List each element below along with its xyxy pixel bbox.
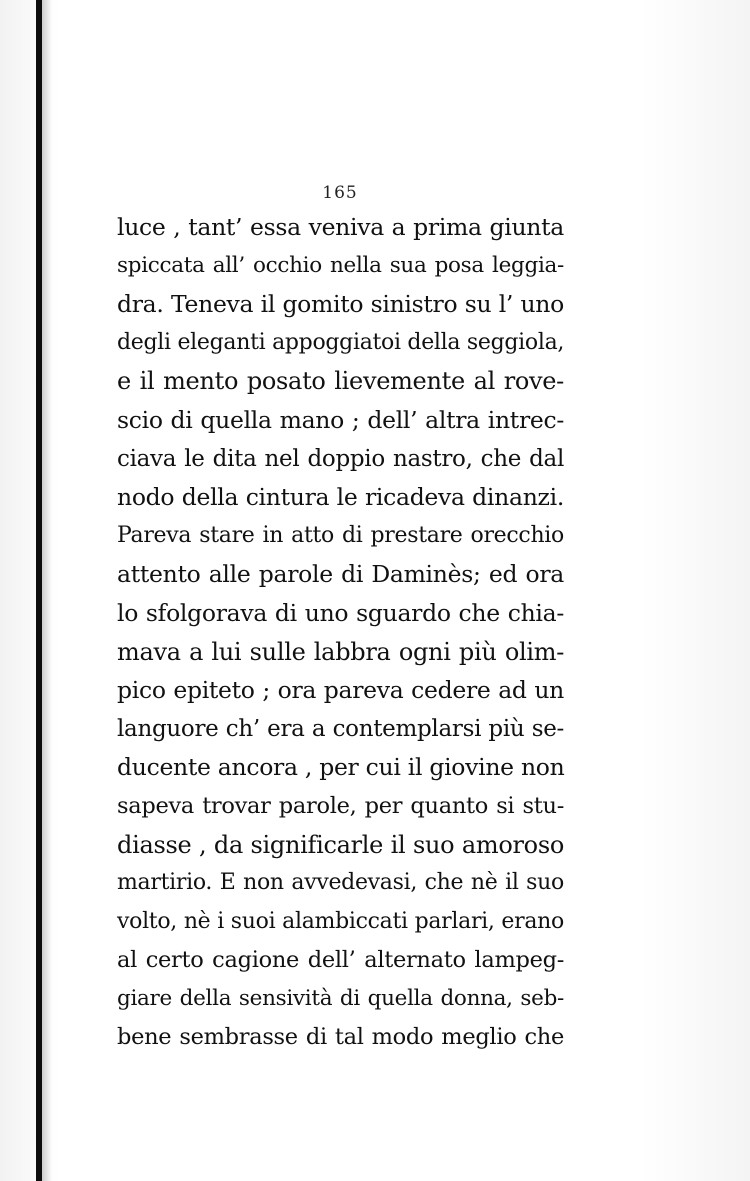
text-line: scio di quella mano ; dell’ altra intrec- [117,405,564,434]
binding-shadow [42,0,52,1181]
text-line: attento alle parole di Daminès; ed ora [117,560,564,589]
text-line: languore ch’ era a contemplarsi più se- [117,715,564,742]
text-line: pico epiteto ; ora pareva cedere ad un [117,676,564,705]
text-line: ducente ancora , per cui il giovine non [117,753,565,782]
text-line: nodo della cintura le ricadeva dinanzi. [117,483,564,512]
text-line: sapeva trovar parole, per quanto si stu- [117,792,564,819]
text-line: volto, nè i suoi alambiccati parlari, erano [117,908,564,934]
text-line: martirio. E non avvedevasi, che nè il suo [117,870,564,896]
text-line: diasse , da significarle il suo amoroso [117,830,564,859]
text-line: dra. Teneva il gomito sinistro su l’ uno [117,290,564,319]
body-text [117,208,564,1057]
text-line: e il mento posato lievemente al rove- [117,367,564,396]
text-line: luce , tant’ essa veniva a prima giunta [117,213,564,241]
text-line: Pareva stare in atto di prestare orecchio [117,522,564,548]
text-line: bene sembrasse di tal modo meglio che [117,1024,564,1051]
text-line: mava a lui sulle labbra ogni più olim- [117,637,564,666]
text-line: giare della sensività di quella donna, seb- [117,985,564,1011]
text-line: ciava le dita nel doppio nastro, che dal [117,445,564,472]
text-line: degli eleganti appoggiatoi della seggiola, [117,329,565,355]
text-line: al certo cagione dell’ alternato lampeg- [117,947,564,974]
text-line: spiccata all’ occhio nella sua posa leggia- [117,252,564,278]
text-line: lo sfolgorava di uno sguardo che chia- [117,598,564,627]
page-number: 165 [322,183,358,203]
